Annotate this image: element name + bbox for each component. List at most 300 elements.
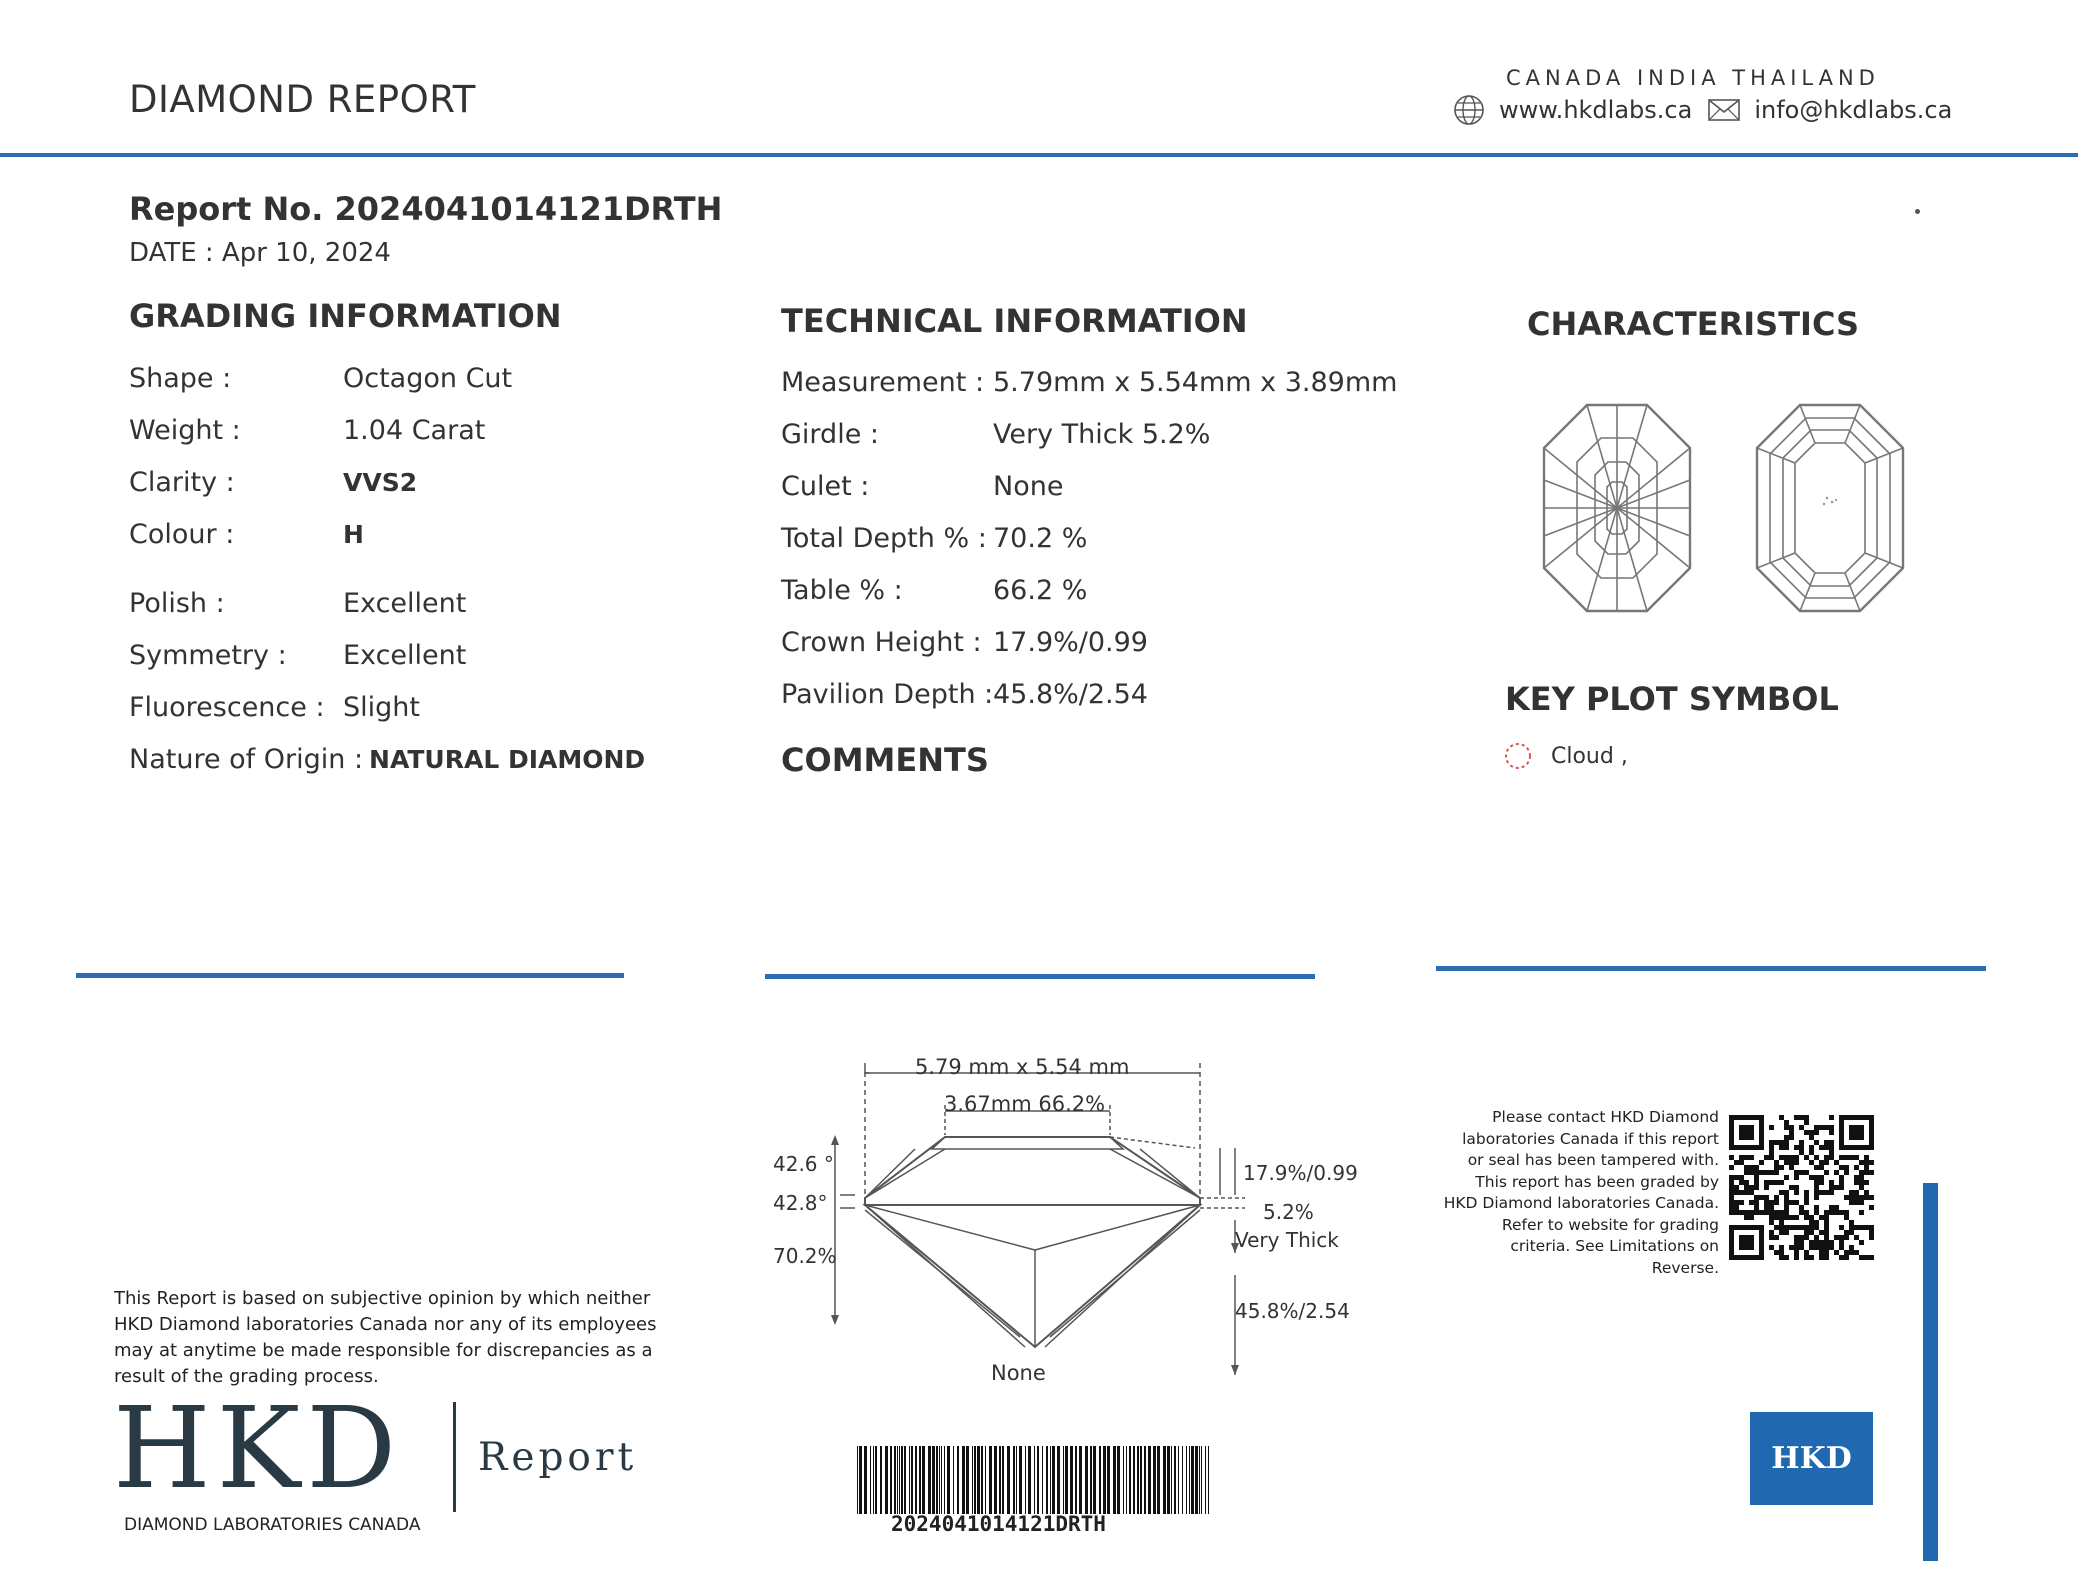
technical-label: Pavilion Depth : [781, 678, 994, 710]
qr-module [1849, 1250, 1854, 1255]
grading-row-shape [129, 352, 729, 404]
qr-module [1804, 1130, 1809, 1135]
qr-module [1744, 1185, 1749, 1190]
qr-module [1849, 1130, 1854, 1135]
barcode-bar [1205, 1446, 1206, 1514]
barcode-bar [1090, 1446, 1092, 1514]
barcode-bar [932, 1446, 935, 1514]
qr-module [1824, 1170, 1829, 1175]
qr-module [1869, 1115, 1874, 1120]
barcode-bar [939, 1446, 940, 1514]
qr-module [1774, 1200, 1779, 1205]
qr-module [1854, 1250, 1859, 1255]
qr-module [1804, 1210, 1809, 1215]
qr-module [1749, 1245, 1754, 1250]
barcode-bar [1157, 1446, 1160, 1514]
qr-module [1849, 1200, 1854, 1205]
qr-module [1819, 1160, 1824, 1165]
hkd-logo-letters: HKD [113, 1384, 403, 1514]
qr-module [1869, 1135, 1874, 1140]
qr-module [1844, 1250, 1849, 1255]
barcode-bar [941, 1446, 942, 1514]
qr-module [1809, 1255, 1814, 1260]
barcode-bar [999, 1446, 1001, 1514]
technical-label: Crown Height : [781, 626, 982, 658]
qr-module [1759, 1135, 1764, 1140]
barcode-bar [901, 1446, 903, 1514]
key-symbol-row [1503, 741, 1628, 771]
qr-module [1804, 1225, 1809, 1230]
qr-module [1784, 1120, 1789, 1125]
qr-module [1774, 1160, 1779, 1165]
grading-value: Octagon Cut [343, 362, 513, 394]
qr-module [1834, 1185, 1839, 1190]
email-link[interactable]: info@hkdlabs.ca [1754, 96, 1953, 124]
qr-module [1769, 1155, 1774, 1160]
qr-module [1794, 1245, 1799, 1250]
qr-module [1759, 1130, 1764, 1135]
qr-module [1784, 1155, 1789, 1160]
qr-module [1739, 1245, 1744, 1250]
divider-left [76, 973, 624, 978]
qr-module [1739, 1240, 1744, 1245]
qr-module [1739, 1115, 1744, 1120]
qr-module [1794, 1200, 1799, 1205]
tamper-note: Please contact HKD Diamond laboratories Canada if this report or seal has been tampered with. This report has been graded by HKD Diamond laboratories Canada. Refer to website for grading criteria. See Limitations on Reverse. [1443, 1108, 1719, 1277]
technical-label: Measurement : [781, 366, 985, 398]
qr-module [1734, 1205, 1739, 1210]
qr-module [1749, 1135, 1754, 1140]
barcode-bar [1199, 1446, 1200, 1514]
barcode-bar [994, 1446, 997, 1514]
qr-module [1769, 1205, 1774, 1210]
barcode-bar [957, 1446, 959, 1514]
qr-module [1804, 1170, 1809, 1175]
qr-module [1824, 1215, 1829, 1220]
qr-module [1834, 1235, 1839, 1240]
qr-module [1739, 1210, 1744, 1215]
qr-module [1774, 1165, 1779, 1170]
qr-module [1799, 1125, 1804, 1130]
qr-module [1739, 1200, 1744, 1205]
qr-module [1784, 1140, 1789, 1145]
qr-module [1794, 1170, 1799, 1175]
qr-module [1839, 1130, 1844, 1135]
barcode-bar [919, 1446, 921, 1514]
qr-module [1824, 1155, 1829, 1160]
qr-module [1804, 1195, 1809, 1200]
qr-module [1854, 1135, 1859, 1140]
qr-module [1744, 1215, 1749, 1220]
qr-module [1759, 1145, 1764, 1150]
qr-module [1779, 1115, 1784, 1120]
qr-module [1829, 1190, 1834, 1195]
barcode-bar [1133, 1446, 1135, 1514]
qr-module [1804, 1250, 1809, 1255]
qr-module [1869, 1255, 1874, 1260]
qr-module [1799, 1235, 1804, 1240]
plot-diagram [1515, 400, 1945, 618]
qr-module [1769, 1125, 1774, 1130]
barcode-bar [1025, 1446, 1026, 1514]
qr-code-icon[interactable] [1729, 1115, 1874, 1260]
qr-module [1839, 1185, 1844, 1190]
barcode-bar [1070, 1446, 1073, 1514]
grading-label: Shape : [129, 362, 232, 394]
qr-module [1839, 1240, 1844, 1245]
barcode-bar [1063, 1446, 1064, 1514]
qr-module [1864, 1225, 1869, 1230]
barcode-bar [1189, 1446, 1190, 1514]
grading-label: Symmetry : [129, 639, 287, 671]
barcode-bar [974, 1446, 976, 1514]
qr-module [1784, 1125, 1789, 1130]
barcode-bar [880, 1446, 882, 1514]
report-date: DATE : Apr 10, 2024 [129, 238, 391, 268]
qr-module [1779, 1190, 1784, 1195]
qr-module [1754, 1225, 1759, 1230]
barcode-bar [1186, 1446, 1187, 1514]
qr-module [1769, 1245, 1774, 1250]
qr-module [1774, 1215, 1779, 1220]
technical-label: Culet : [781, 470, 870, 502]
qr-module [1839, 1125, 1844, 1130]
qr-module [1784, 1230, 1789, 1235]
technical-heading: TECHNICAL INFORMATION [781, 302, 1248, 340]
qr-module [1859, 1135, 1864, 1140]
qr-module [1844, 1195, 1849, 1200]
grading-row-symmetry [129, 629, 729, 681]
qr-module [1859, 1255, 1864, 1260]
qr-module [1729, 1250, 1734, 1255]
qr-module [1819, 1250, 1824, 1255]
qr-module [1824, 1255, 1829, 1260]
qr-module [1854, 1200, 1859, 1205]
qr-module [1819, 1145, 1824, 1150]
barcode-bar [1107, 1446, 1110, 1514]
barcode-bar [1042, 1446, 1043, 1514]
website-link[interactable]: www.hkdlabs.ca [1499, 96, 1693, 124]
barcode-bar [1137, 1446, 1139, 1514]
qr-module [1739, 1235, 1744, 1240]
qr-module [1839, 1210, 1844, 1215]
technical-row-measurement [781, 356, 1401, 408]
grading-value: NATURAL DIAMOND [369, 744, 646, 774]
girdle-pct-label: 5.2% [1263, 1200, 1314, 1224]
qr-module [1864, 1195, 1869, 1200]
qr-module [1839, 1235, 1844, 1240]
qr-module [1849, 1220, 1854, 1225]
qr-module [1749, 1155, 1754, 1160]
qr-module [1764, 1210, 1769, 1215]
qr-module [1814, 1245, 1819, 1250]
grading-row-weight [129, 404, 729, 456]
qr-module [1754, 1255, 1759, 1260]
grading-value: Excellent [343, 587, 467, 619]
qr-module [1754, 1205, 1759, 1210]
qr-module [1814, 1185, 1819, 1190]
qr-module [1839, 1120, 1844, 1125]
report-number: Report No. 2024041014121DRTH [129, 190, 723, 228]
qr-module [1859, 1125, 1864, 1130]
qr-module [1759, 1195, 1764, 1200]
qr-module [1779, 1255, 1784, 1260]
qr-module [1839, 1165, 1844, 1170]
qr-module [1859, 1195, 1864, 1200]
barcode-bar [944, 1446, 945, 1514]
qr-module [1759, 1255, 1764, 1260]
qr-module [1849, 1125, 1854, 1130]
qr-module [1829, 1125, 1834, 1130]
qr-module [1804, 1255, 1809, 1260]
qr-module [1799, 1210, 1804, 1215]
qr-module [1869, 1125, 1874, 1130]
qr-module [1814, 1235, 1819, 1240]
qr-module [1824, 1235, 1829, 1240]
countries-line: CANADA INDIA THAILAND [1506, 66, 1880, 90]
profile-table-label: 3.67mm 66.2% [944, 1092, 1106, 1116]
qr-module [1744, 1135, 1749, 1140]
qr-module [1759, 1120, 1764, 1125]
technical-label: Girdle : [781, 418, 879, 450]
qr-module [1784, 1190, 1789, 1195]
qr-module [1774, 1235, 1779, 1240]
qr-module [1814, 1220, 1819, 1225]
technical-row-table [781, 564, 1401, 616]
qr-module [1854, 1125, 1859, 1130]
barcode-bar [1163, 1446, 1166, 1514]
qr-module [1809, 1245, 1814, 1250]
qr-module [1729, 1225, 1734, 1230]
barcode-bar [1075, 1446, 1077, 1514]
qr-module [1749, 1225, 1754, 1230]
barcode-bar [1007, 1446, 1010, 1514]
qr-module [1824, 1125, 1829, 1130]
qr-module [1859, 1115, 1864, 1120]
qr-module [1784, 1215, 1789, 1220]
pavilion-depth-label: 45.8%/2.54 [1235, 1299, 1350, 1323]
qr-module [1869, 1195, 1874, 1200]
qr-module [1764, 1195, 1769, 1200]
qr-module [1814, 1130, 1819, 1135]
qr-module [1794, 1155, 1799, 1160]
qr-module [1814, 1190, 1819, 1195]
qr-module [1804, 1120, 1809, 1125]
barcode-text: 2024041014121DRTH [891, 1512, 1106, 1536]
qr-module [1744, 1240, 1749, 1245]
qr-module [1829, 1185, 1834, 1190]
qr-module [1784, 1145, 1789, 1150]
qr-module [1744, 1225, 1749, 1230]
qr-module [1784, 1175, 1789, 1180]
barcode-bar [1148, 1446, 1151, 1514]
qr-module [1789, 1135, 1794, 1140]
qr-module [1859, 1210, 1864, 1215]
table-view-octagon [1757, 405, 1903, 611]
logo-divider [453, 1402, 456, 1512]
grading-heading: GRADING INFORMATION [129, 297, 562, 335]
qr-module [1809, 1240, 1814, 1245]
qr-module [1734, 1115, 1739, 1120]
qr-module [1824, 1240, 1829, 1245]
qr-module [1754, 1195, 1759, 1200]
qr-module [1739, 1225, 1744, 1230]
qr-module [1829, 1150, 1834, 1155]
qr-module [1754, 1165, 1759, 1170]
barcode-bar [1117, 1446, 1120, 1514]
qr-module [1779, 1220, 1784, 1225]
qr-module [1729, 1130, 1734, 1135]
qr-module [1749, 1200, 1754, 1205]
qr-module [1854, 1180, 1859, 1185]
qr-module [1834, 1160, 1839, 1165]
qr-module [1804, 1115, 1809, 1120]
grading-label: Clarity : [129, 466, 235, 498]
cloud-symbol-icon [1503, 741, 1533, 771]
qr-module [1794, 1160, 1799, 1165]
qr-module [1734, 1145, 1739, 1150]
qr-module [1784, 1225, 1789, 1230]
qr-module [1854, 1195, 1859, 1200]
characteristics-heading: CHARACTERISTICS [1527, 305, 1860, 343]
qr-module [1729, 1195, 1734, 1200]
qr-module [1749, 1215, 1754, 1220]
grading-value: VVS2 [343, 467, 418, 497]
qr-module [1744, 1255, 1749, 1260]
qr-module [1844, 1235, 1849, 1240]
qr-module [1869, 1145, 1874, 1150]
qr-module [1844, 1155, 1849, 1160]
qr-module [1824, 1220, 1829, 1225]
barcode-bar [915, 1446, 917, 1514]
technical-value: 17.9%/0.99 [993, 626, 1148, 658]
qr-module [1804, 1155, 1809, 1160]
qr-module [1804, 1230, 1809, 1235]
logo-report-word: Report [478, 1435, 638, 1480]
qr-module [1814, 1195, 1819, 1200]
qr-module [1864, 1170, 1869, 1175]
qr-module [1794, 1185, 1799, 1190]
qr-module [1839, 1180, 1844, 1185]
qr-module [1814, 1175, 1819, 1180]
barcode-bar [873, 1446, 874, 1514]
qr-module [1744, 1130, 1749, 1135]
qr-module [1809, 1230, 1814, 1235]
speck-dot [1915, 209, 1920, 214]
technical-value: None [993, 470, 1064, 502]
qr-module [1754, 1180, 1759, 1185]
qr-module [1769, 1145, 1774, 1150]
qr-module [1789, 1165, 1794, 1170]
qr-module [1799, 1225, 1804, 1230]
qr-module [1769, 1210, 1774, 1215]
technical-value: Very Thick 5.2% [993, 418, 1211, 450]
technical-row-crown-height [781, 616, 1401, 668]
barcode-bar [904, 1446, 906, 1514]
total-depth-label: 70.2% [773, 1244, 837, 1268]
qr-module [1794, 1145, 1799, 1150]
qr-module [1824, 1145, 1829, 1150]
qr-module [1869, 1120, 1874, 1125]
qr-module [1789, 1185, 1794, 1190]
technical-value: 70.2 % [993, 522, 1088, 554]
qr-module [1729, 1240, 1734, 1245]
barcode-bar [859, 1446, 862, 1514]
qr-module [1769, 1220, 1774, 1225]
qr-module [1774, 1225, 1779, 1230]
qr-module [1819, 1180, 1824, 1185]
qr-module [1749, 1235, 1754, 1240]
qr-module [1789, 1225, 1794, 1230]
qr-module [1729, 1155, 1734, 1160]
qr-module [1854, 1155, 1859, 1160]
crown-view-octagon [1544, 405, 1690, 611]
qr-module [1729, 1180, 1734, 1185]
qr-module [1744, 1210, 1749, 1215]
qr-module [1759, 1160, 1764, 1165]
logo-subtitle: DIAMOND LABORATORIES CANADA [124, 1515, 421, 1535]
qr-module [1844, 1115, 1849, 1120]
barcode-bar [857, 1446, 858, 1514]
qr-module [1819, 1255, 1824, 1260]
barcode-bar [1129, 1446, 1131, 1514]
barcode-bar [1103, 1446, 1106, 1514]
qr-module [1769, 1235, 1774, 1240]
qr-module [1859, 1185, 1864, 1190]
qr-module [1779, 1225, 1784, 1230]
barcode-bar [1079, 1446, 1082, 1514]
barcode-bar [899, 1446, 900, 1514]
qr-module [1739, 1255, 1744, 1260]
qr-module [1849, 1245, 1854, 1250]
contact-row [1453, 94, 1952, 126]
qr-module [1744, 1125, 1749, 1130]
barcode-bar [1178, 1446, 1179, 1514]
barcode-bar [1028, 1446, 1031, 1514]
qr-module [1779, 1155, 1784, 1160]
qr-module [1759, 1115, 1764, 1120]
qr-module [1729, 1205, 1734, 1210]
barcode-bar [1065, 1446, 1068, 1514]
header-divider [0, 153, 2078, 157]
grading-value: Slight [343, 691, 420, 723]
qr-module [1854, 1130, 1859, 1135]
qr-module [1869, 1235, 1874, 1240]
barcode-bar [1195, 1446, 1198, 1514]
grading-row-origin [129, 733, 729, 785]
qr-module [1834, 1170, 1839, 1175]
grading-value: H [343, 519, 364, 549]
barcode-bar [1057, 1446, 1060, 1514]
qr-module [1799, 1150, 1804, 1155]
barcode-bar [1182, 1446, 1183, 1514]
barcode-bar [1034, 1446, 1035, 1514]
qr-module [1819, 1165, 1824, 1170]
qr-module [1759, 1225, 1764, 1230]
qr-module [1754, 1115, 1759, 1120]
qr-module [1774, 1180, 1779, 1185]
qr-module [1824, 1245, 1829, 1250]
qr-module [1799, 1240, 1804, 1245]
qr-module [1749, 1125, 1754, 1130]
key-symbol-label: Cloud , [1551, 743, 1628, 769]
qr-module [1729, 1210, 1734, 1215]
barcode-bar [1019, 1446, 1022, 1514]
qr-module [1749, 1145, 1754, 1150]
qr-module [1839, 1135, 1844, 1140]
qr-module [1864, 1160, 1869, 1165]
qr-module [1729, 1115, 1734, 1120]
